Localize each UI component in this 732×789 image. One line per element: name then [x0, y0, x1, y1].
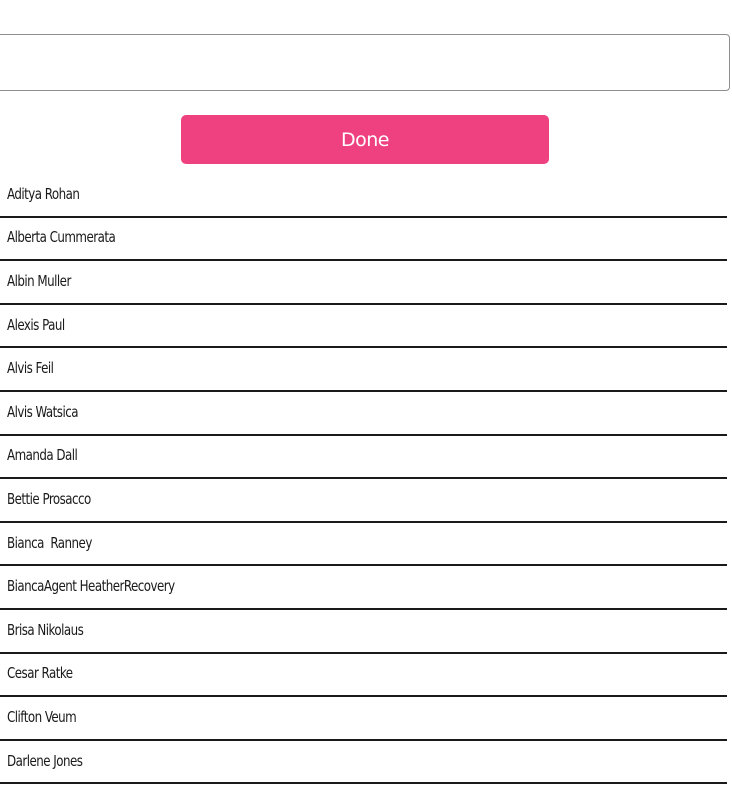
contact-name: Darlene Jones [7, 751, 83, 770]
list-item[interactable] [0, 697, 727, 741]
done-button[interactable]: Done [181, 115, 549, 164]
contact-name: Clifton Veum [7, 707, 77, 726]
contact-name: Brisa Nikolaus [7, 620, 84, 639]
list-item[interactable] [0, 566, 727, 610]
contact-name: Alexis Paul [7, 315, 65, 334]
contact-name: Alvis Watsica [7, 402, 78, 421]
list-item[interactable] [0, 741, 727, 785]
search-input[interactable] [0, 34, 730, 91]
list-item[interactable] [0, 392, 727, 436]
contact-name: Cesar Ratke [7, 664, 73, 683]
contact-name: Amanda Dall [7, 446, 78, 465]
list-item[interactable] [0, 218, 727, 262]
list-item[interactable] [0, 479, 727, 523]
contact-name: BiancaAgent HeatherRecovery [7, 577, 175, 596]
list-item[interactable] [0, 174, 727, 218]
contact-list [0, 174, 732, 784]
contact-name: Alberta Cummerata [7, 228, 116, 247]
list-item[interactable] [0, 436, 727, 480]
list-item[interactable] [0, 654, 727, 698]
contact-name: Bianca Ranney [7, 533, 92, 552]
list-item[interactable] [0, 305, 727, 349]
contact-name: Bettie Prosacco [7, 489, 91, 508]
list-item[interactable] [0, 348, 727, 392]
list-item[interactable] [0, 523, 727, 567]
contact-name: Albin Muller [7, 271, 71, 290]
list-item[interactable] [0, 610, 727, 654]
contact-name: Alvis Feil [7, 359, 54, 378]
list-item[interactable] [0, 261, 727, 305]
contact-name: Aditya Rohan [7, 184, 80, 203]
